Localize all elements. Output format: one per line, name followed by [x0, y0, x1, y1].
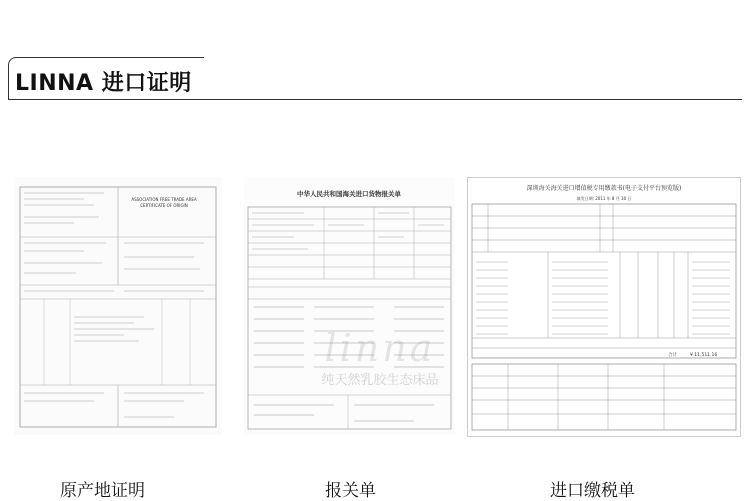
coo-heading-line-1: ASSOCIATION FREE TRADE AREA — [131, 197, 197, 202]
brand-watermark-subtitle: 纯天然乳胶生态床品 — [321, 373, 439, 388]
caption-import-tax-form: 进口缴税单 — [550, 481, 635, 501]
page-title: LINNA 进口证明 — [15, 71, 192, 96]
title-underline — [8, 99, 742, 100]
caption-certificate-of-origin: 原产地证明 — [60, 481, 145, 501]
title-box — [8, 57, 204, 100]
customs-declaration-image — [244, 177, 455, 435]
tax-form-heading: 深圳海关海关进口增值税专用缴款书(电子支付平台预览版) — [526, 185, 682, 192]
tax-total-label: 合计 — [668, 353, 677, 358]
section-header — [8, 57, 742, 103]
declaration-heading: 中华人民共和国海关进口货物报关单 — [297, 190, 401, 198]
coo-heading-line-2: CERTIFICATE OF ORIGIN — [140, 203, 188, 208]
tax-form-date: 填发日期: 2011 年 8 月 30 日 — [576, 196, 632, 201]
tax-total-value: ¥ 11,511.16 — [690, 353, 718, 358]
caption-customs-declaration: 报关单 — [325, 481, 376, 501]
import-tax-form-image — [467, 177, 741, 437]
certificate-of-origin-image — [14, 177, 222, 435]
